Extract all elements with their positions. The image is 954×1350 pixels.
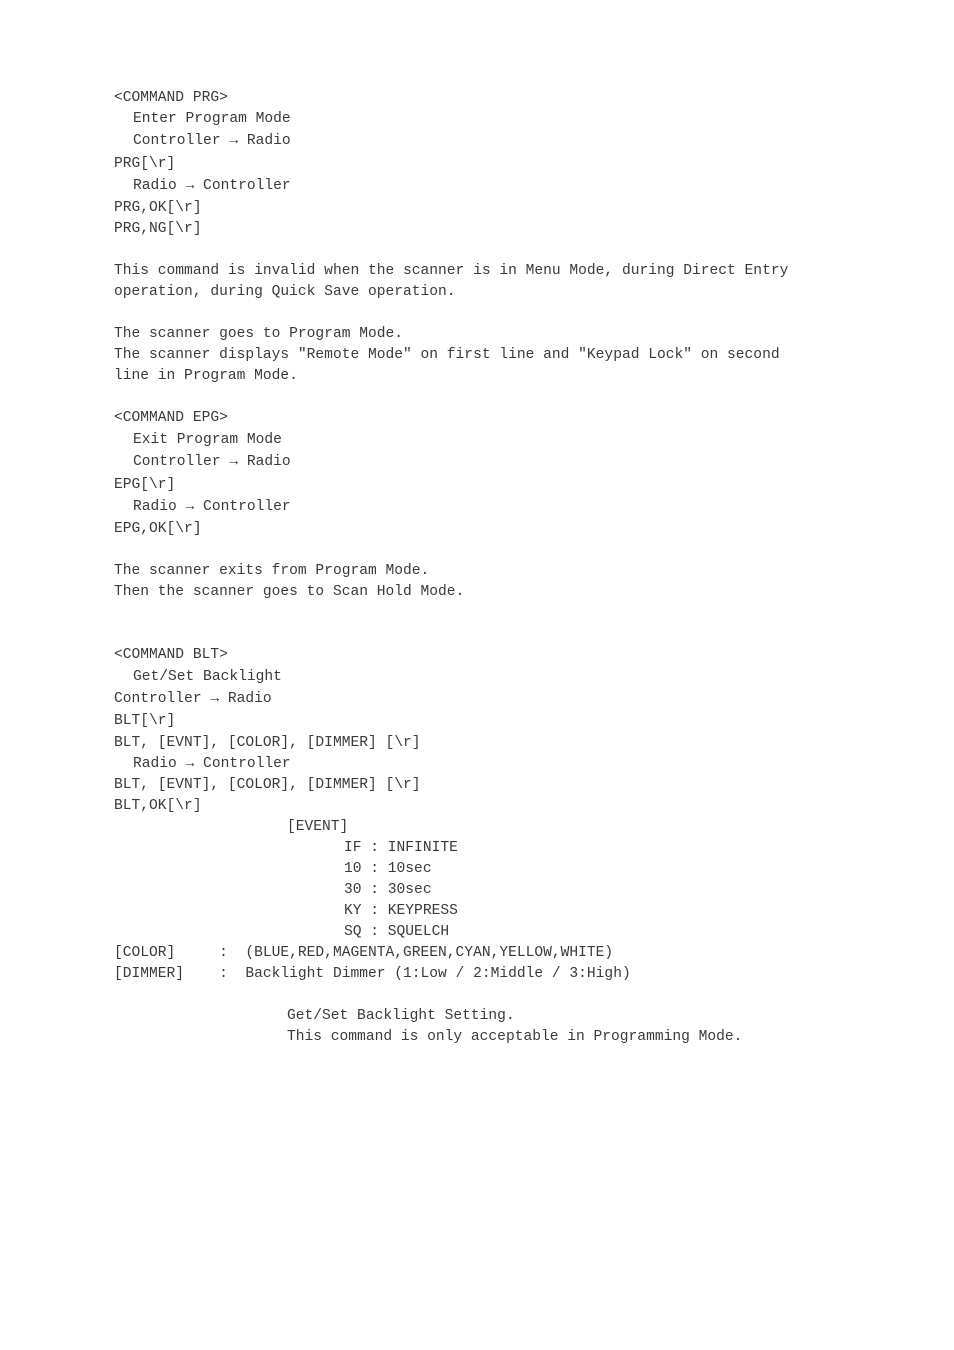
blt-dimmer-param: [DIMMER] : Backlight Dimmer (1:Low / 2:Middle / 3:High): [114, 966, 631, 982]
prg-command-syntax: PRG[\r]: [114, 155, 176, 172]
spacer: [114, 240, 914, 261]
blt-command-header: <COMMAND BLT>: [114, 646, 228, 663]
blt-event-option: 10 : 10sec: [344, 861, 432, 877]
prg-command-title: Enter Program Mode: [133, 111, 291, 127]
blt-controller-to-radio: Controller → Radio: [114, 691, 272, 707]
spacer: [114, 603, 914, 645]
blt-radio-to-controller: Radio → Controller: [133, 756, 291, 772]
epg-response-ok: EPG,OK[\r]: [114, 520, 202, 537]
blt-command-set-syntax: BLT, [EVNT], [COLOR], [DIMMER] [\r]: [114, 734, 421, 751]
blt-description-line-2: This command is only acceptable in Programming Mode.: [287, 1029, 743, 1045]
prg-response-ok: PRG,OK[\r]: [114, 199, 202, 216]
epg-command-syntax: EPG[\r]: [114, 476, 176, 493]
blt-event-option: SQ : SQUELCH: [344, 924, 450, 940]
blt-event-option: IF : INFINITE: [344, 840, 458, 856]
prg-description-line-1: The scanner goes to Program Mode.: [114, 325, 404, 342]
spacer: [114, 387, 914, 408]
spacer: [114, 540, 914, 561]
prg-description-line-2: The scanner displays "Remote Mode" on first line and "Keypad Lock" on second: [114, 346, 780, 363]
prg-description-line-3: line in Program Mode.: [114, 367, 298, 384]
epg-command-title: Exit Program Mode: [133, 431, 282, 448]
epg-description-line-2: Then the scanner goes to Scan Hold Mode.: [114, 583, 465, 600]
blt-response-ok: BLT,OK[\r]: [114, 798, 202, 814]
blt-event-option: 30 : 30sec: [344, 882, 432, 898]
blt-event-option: KY : KEYPRESS: [344, 903, 458, 919]
prg-command-header: <COMMAND PRG>: [114, 90, 228, 106]
epg-controller-to-radio: Controller → Radio: [133, 454, 291, 470]
prg-note-line-2: operation, during Quick Save operation.: [114, 283, 456, 300]
prg-note-line-1: This command is invalid when the scanner is in Menu Mode, during Direct Entry: [114, 262, 789, 279]
spacer: [114, 985, 914, 1006]
prg-response-ng: PRG,NG[\r]: [114, 220, 202, 237]
blt-description-line-1: Get/Set Backlight Setting.: [287, 1008, 515, 1024]
blt-color-param: [COLOR] : (BLUE,RED,MAGENTA,GREEN,CYAN,YELLOW,WHITE): [114, 945, 614, 961]
blt-response-get: BLT, [EVNT], [COLOR], [DIMMER] [\r]: [114, 777, 421, 793]
blt-command-title: Get/Set Backlight: [133, 668, 282, 685]
blt-command-get-syntax: BLT[\r]: [114, 712, 176, 729]
prg-radio-to-controller: Radio → Controller: [133, 178, 291, 194]
epg-command-header: <COMMAND EPG>: [114, 409, 228, 426]
spacer: [114, 303, 914, 324]
blt-event-label: [EVENT]: [287, 819, 349, 835]
document-body: [114, 88, 914, 1048]
prg-controller-to-radio: Controller → Radio: [133, 133, 291, 149]
epg-radio-to-controller: Radio → Controller: [133, 499, 291, 515]
epg-description-line-1: The scanner exits from Program Mode.: [114, 562, 430, 579]
